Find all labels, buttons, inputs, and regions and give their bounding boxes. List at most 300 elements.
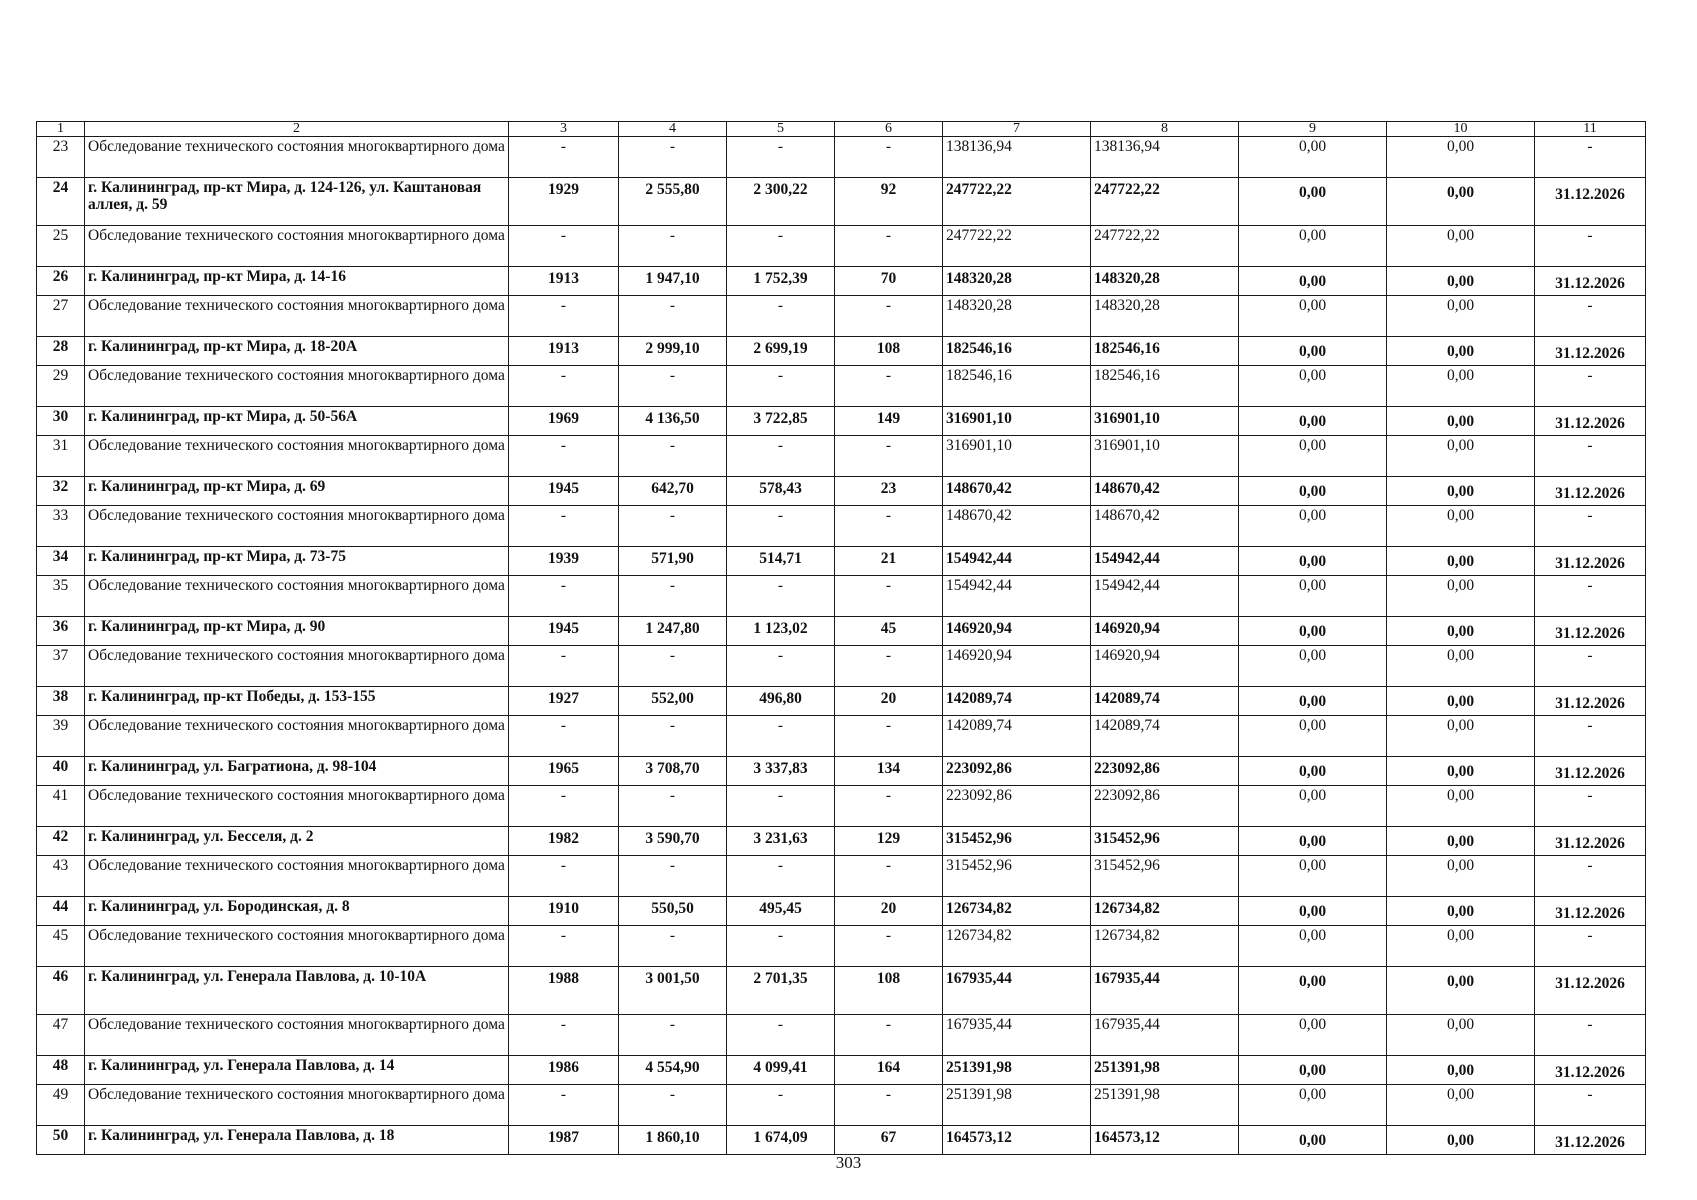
address-row — [37, 1056, 1646, 1085]
col-7-value: 167935,44 — [943, 967, 1091, 1015]
col-3-value: - — [509, 856, 619, 897]
col-6-value: 20 — [835, 897, 943, 926]
col-6-value: 108 — [835, 337, 943, 366]
col-4-value: 3 590,70 — [619, 827, 727, 856]
col-3-value: - — [509, 137, 619, 178]
col-5-value: - — [727, 506, 835, 547]
col-10-value: 0,00 — [1387, 267, 1535, 296]
work-row — [37, 1015, 1646, 1056]
col-7-value: 126734,82 — [943, 926, 1091, 967]
row-number: 39 — [37, 716, 85, 757]
object-name: Обследование технического состояния многоквартирного дома — [85, 926, 509, 967]
col-3-value: 1929 — [509, 178, 619, 226]
col-9-value: 0,00 — [1239, 296, 1387, 337]
col-3-value: 1987 — [509, 1126, 619, 1155]
col-7-value: 164573,12 — [943, 1126, 1091, 1155]
col-9-value: 0,00 — [1239, 436, 1387, 477]
col-9-value: 0,00 — [1239, 337, 1387, 366]
col-8-value: 154942,44 — [1091, 547, 1239, 576]
col-8-value: 167935,44 — [1091, 967, 1239, 1015]
col-9-value: 0,00 — [1239, 757, 1387, 786]
col-4-value: - — [619, 856, 727, 897]
col-7-value: 247722,22 — [943, 226, 1091, 267]
col-9-value: 0,00 — [1239, 137, 1387, 178]
row-number: 30 — [37, 407, 85, 436]
col-3-value: - — [509, 436, 619, 477]
header-cell: 10 — [1387, 122, 1535, 137]
col-10-value: 0,00 — [1387, 827, 1535, 856]
col-6-value: 134 — [835, 757, 943, 786]
address-row — [37, 477, 1646, 506]
col-7-value: 223092,86 — [943, 786, 1091, 827]
col-4-value: - — [619, 576, 727, 617]
col-11-value: - — [1535, 786, 1646, 827]
row-number: 33 — [37, 506, 85, 547]
address-row — [37, 547, 1646, 576]
col-6-value: - — [835, 296, 943, 337]
col-8-value: 148320,28 — [1091, 267, 1239, 296]
col-9-value: 0,00 — [1239, 897, 1387, 926]
col-11-value: - — [1535, 226, 1646, 267]
col-8-value: 148670,42 — [1091, 477, 1239, 506]
col-9-value: 0,00 — [1239, 366, 1387, 407]
col-7-value: 142089,74 — [943, 687, 1091, 716]
address-row — [37, 407, 1646, 436]
col-9-value: 0,00 — [1239, 617, 1387, 646]
col-6-value: - — [835, 226, 943, 267]
col-9-value: 0,00 — [1239, 716, 1387, 757]
col-10-value: 0,00 — [1387, 547, 1535, 576]
row-number: 34 — [37, 547, 85, 576]
col-11-value: 31.12.2026 — [1535, 477, 1646, 506]
work-row — [37, 296, 1646, 337]
col-5-value: - — [727, 1015, 835, 1056]
col-6-value: 108 — [835, 967, 943, 1015]
object-name: Обследование технического состояния многоквартирного дома — [85, 137, 509, 178]
col-4-value: - — [619, 296, 727, 337]
col-6-value: 149 — [835, 407, 943, 436]
col-6-value: - — [835, 926, 943, 967]
col-5-value: - — [727, 226, 835, 267]
work-row — [37, 576, 1646, 617]
col-7-value: 316901,10 — [943, 436, 1091, 477]
col-4-value: 550,50 — [619, 897, 727, 926]
col-6-value: 70 — [835, 267, 943, 296]
row-number: 41 — [37, 786, 85, 827]
col-8-value: 126734,82 — [1091, 926, 1239, 967]
col-4-value: 1 247,80 — [619, 617, 727, 646]
row-number: 26 — [37, 267, 85, 296]
address-row — [37, 178, 1646, 226]
col-5-value: 2 300,22 — [727, 178, 835, 226]
row-number: 46 — [37, 967, 85, 1015]
object-name: Обследование технического состояния многоквартирного дома — [85, 786, 509, 827]
data-table — [36, 121, 1646, 1155]
col-3-value: - — [509, 646, 619, 687]
col-10-value: 0,00 — [1387, 1085, 1535, 1126]
col-9-value: 0,00 — [1239, 926, 1387, 967]
col-3-value: 1965 — [509, 757, 619, 786]
col-6-value: 20 — [835, 687, 943, 716]
row-number: 49 — [37, 1085, 85, 1126]
col-6-value: - — [835, 366, 943, 407]
object-name: Обследование технического состояния многоквартирного дома — [85, 1015, 509, 1056]
col-4-value: 1 860,10 — [619, 1126, 727, 1155]
object-name: г. Калининград, ул. Генерала Павлова, д. 14 — [85, 1056, 509, 1085]
col-5-value: - — [727, 786, 835, 827]
col-4-value: 3 708,70 — [619, 757, 727, 786]
col-3-value: - — [509, 1085, 619, 1126]
object-name: г. Калининград, пр-кт Мира, д. 90 — [85, 617, 509, 646]
col-8-value: 223092,86 — [1091, 757, 1239, 786]
row-number: 43 — [37, 856, 85, 897]
col-11-value: - — [1535, 1085, 1646, 1126]
col-4-value: 2 555,80 — [619, 178, 727, 226]
col-4-value: - — [619, 366, 727, 407]
col-6-value: 67 — [835, 1126, 943, 1155]
col-8-value: 315452,96 — [1091, 856, 1239, 897]
col-9-value: 0,00 — [1239, 267, 1387, 296]
col-11-value: 31.12.2026 — [1535, 687, 1646, 716]
col-5-value: 1 752,39 — [727, 267, 835, 296]
col-5-value: 3 337,83 — [727, 757, 835, 786]
col-3-value: 1913 — [509, 337, 619, 366]
work-row — [37, 716, 1646, 757]
row-number: 36 — [37, 617, 85, 646]
col-6-value: - — [835, 1085, 943, 1126]
col-11-value: 31.12.2026 — [1535, 1056, 1646, 1085]
col-6-value: - — [835, 137, 943, 178]
col-10-value: 0,00 — [1387, 786, 1535, 827]
col-5-value: - — [727, 926, 835, 967]
col-4-value: - — [619, 1015, 727, 1056]
col-4-value: 4 136,50 — [619, 407, 727, 436]
col-7-value: 148670,42 — [943, 477, 1091, 506]
col-10-value: 0,00 — [1387, 436, 1535, 477]
col-11-value: 31.12.2026 — [1535, 1126, 1646, 1155]
col-4-value: 571,90 — [619, 547, 727, 576]
col-3-value: 1982 — [509, 827, 619, 856]
col-8-value: 154942,44 — [1091, 576, 1239, 617]
col-7-value: 146920,94 — [943, 617, 1091, 646]
col-8-value: 164573,12 — [1091, 1126, 1239, 1155]
object-name: г. Калининград, пр-кт Мира, д. 124-126, ул. Каштановая аллея, д. 59 — [85, 178, 509, 226]
object-name: г. Калининград, пр-кт Мира, д. 50-56А — [85, 407, 509, 436]
col-5-value: 1 123,02 — [727, 617, 835, 646]
col-7-value: 148320,28 — [943, 296, 1091, 337]
col-10-value: 0,00 — [1387, 296, 1535, 337]
col-3-value: 1910 — [509, 897, 619, 926]
col-7-value: 316901,10 — [943, 407, 1091, 436]
col-11-value: - — [1535, 576, 1646, 617]
col-11-value: 31.12.2026 — [1535, 407, 1646, 436]
col-10-value: 0,00 — [1387, 687, 1535, 716]
col-3-value: 1945 — [509, 477, 619, 506]
row-number: 28 — [37, 337, 85, 366]
col-8-value: 182546,16 — [1091, 337, 1239, 366]
col-8-value: 167935,44 — [1091, 1015, 1239, 1056]
col-7-value: 148320,28 — [943, 267, 1091, 296]
col-11-value: - — [1535, 366, 1646, 407]
header-cell: 11 — [1535, 122, 1646, 137]
col-3-value: 1945 — [509, 617, 619, 646]
col-9-value: 0,00 — [1239, 827, 1387, 856]
col-11-value: - — [1535, 646, 1646, 687]
col-4-value: 1 947,10 — [619, 267, 727, 296]
col-9-value: 0,00 — [1239, 547, 1387, 576]
col-9-value: 0,00 — [1239, 786, 1387, 827]
col-8-value: 251391,98 — [1091, 1056, 1239, 1085]
row-number: 32 — [37, 477, 85, 506]
col-8-value: 316901,10 — [1091, 436, 1239, 477]
col-9-value: 0,00 — [1239, 506, 1387, 547]
col-5-value: 578,43 — [727, 477, 835, 506]
col-8-value: 148670,42 — [1091, 506, 1239, 547]
col-8-value: 315452,96 — [1091, 827, 1239, 856]
col-10-value: 0,00 — [1387, 617, 1535, 646]
row-number: 35 — [37, 576, 85, 617]
col-3-value: - — [509, 786, 619, 827]
object-name: г. Калининград, пр-кт Мира, д. 73-75 — [85, 547, 509, 576]
col-7-value: 138136,94 — [943, 137, 1091, 178]
col-11-value: - — [1535, 926, 1646, 967]
col-5-value: - — [727, 366, 835, 407]
col-7-value: 182546,16 — [943, 366, 1091, 407]
col-11-value: - — [1535, 716, 1646, 757]
row-number: 23 — [37, 137, 85, 178]
col-5-value: 3 722,85 — [727, 407, 835, 436]
object-name: г. Калининград, ул. Генерала Павлова, д. 18 — [85, 1126, 509, 1155]
col-8-value: 316901,10 — [1091, 407, 1239, 436]
col-11-value: - — [1535, 436, 1646, 477]
col-6-value: - — [835, 506, 943, 547]
work-row — [37, 646, 1646, 687]
header-cell: 2 — [85, 122, 509, 137]
col-11-value: - — [1535, 137, 1646, 178]
col-10-value: 0,00 — [1387, 757, 1535, 786]
col-3-value: 1988 — [509, 967, 619, 1015]
col-5-value: - — [727, 576, 835, 617]
col-10-value: 0,00 — [1387, 407, 1535, 436]
header-cell: 4 — [619, 122, 727, 137]
object-name: г. Калининград, ул. Генерала Павлова, д. 10-10А — [85, 967, 509, 1015]
work-row — [37, 926, 1646, 967]
col-10-value: 0,00 — [1387, 967, 1535, 1015]
col-8-value: 142089,74 — [1091, 716, 1239, 757]
object-name: г. Калининград, ул. Бесселя, д. 2 — [85, 827, 509, 856]
col-7-value: 126734,82 — [943, 897, 1091, 926]
object-name: Обследование технического состояния многоквартирного дома — [85, 296, 509, 337]
col-10-value: 0,00 — [1387, 366, 1535, 407]
col-11-value: 31.12.2026 — [1535, 547, 1646, 576]
col-8-value: 138136,94 — [1091, 137, 1239, 178]
col-6-value: 21 — [835, 547, 943, 576]
col-9-value: 0,00 — [1239, 1085, 1387, 1126]
col-4-value: - — [619, 716, 727, 757]
col-3-value: - — [509, 926, 619, 967]
col-3-value: 1939 — [509, 547, 619, 576]
col-9-value: 0,00 — [1239, 226, 1387, 267]
col-8-value: 126734,82 — [1091, 897, 1239, 926]
header-cell: 8 — [1091, 122, 1239, 137]
col-4-value: - — [619, 137, 727, 178]
col-11-value: 31.12.2026 — [1535, 337, 1646, 366]
col-7-value: 247722,22 — [943, 178, 1091, 226]
col-6-value: 92 — [835, 178, 943, 226]
header-cell: 9 — [1239, 122, 1387, 137]
col-9-value: 0,00 — [1239, 477, 1387, 506]
address-row — [37, 687, 1646, 716]
col-7-value: 182546,16 — [943, 337, 1091, 366]
col-4-value: - — [619, 506, 727, 547]
col-11-value: 31.12.2026 — [1535, 757, 1646, 786]
col-10-value: 0,00 — [1387, 178, 1535, 226]
row-number: 37 — [37, 646, 85, 687]
col-8-value: 146920,94 — [1091, 617, 1239, 646]
col-6-value: - — [835, 716, 943, 757]
col-10-value: 0,00 — [1387, 1056, 1535, 1085]
object-name: Обследование технического состояния многоквартирного дома — [85, 436, 509, 477]
object-name: Обследование технического состояния многоквартирного дома — [85, 366, 509, 407]
col-3-value: 1986 — [509, 1056, 619, 1085]
work-row — [37, 366, 1646, 407]
work-row — [37, 137, 1646, 178]
address-row — [37, 967, 1646, 1015]
address-row — [37, 757, 1646, 786]
row-number: 44 — [37, 897, 85, 926]
col-3-value: - — [509, 506, 619, 547]
col-5-value: - — [727, 1085, 835, 1126]
col-4-value: - — [619, 926, 727, 967]
object-name: Обследование технического состояния многоквартирного дома — [85, 226, 509, 267]
address-row — [37, 1126, 1646, 1155]
col-9-value: 0,00 — [1239, 178, 1387, 226]
row-number: 25 — [37, 226, 85, 267]
col-4-value: 2 999,10 — [619, 337, 727, 366]
col-7-value: 167935,44 — [943, 1015, 1091, 1056]
address-row — [37, 897, 1646, 926]
object-name: г. Калининград, пр-кт Мира, д. 69 — [85, 477, 509, 506]
col-8-value: 148320,28 — [1091, 296, 1239, 337]
object-name: г. Калининград, пр-кт Победы, д. 153-155 — [85, 687, 509, 716]
object-name: Обследование технического состояния многоквартирного дома — [85, 506, 509, 547]
column-number-header — [37, 122, 1646, 137]
object-name: г. Калининград, ул. Бородинская, д. 8 — [85, 897, 509, 926]
col-4-value: - — [619, 786, 727, 827]
col-11-value: - — [1535, 506, 1646, 547]
col-3-value: - — [509, 716, 619, 757]
col-7-value: 146920,94 — [943, 646, 1091, 687]
object-name: г. Калининград, пр-кт Мира, д. 14-16 — [85, 267, 509, 296]
work-row — [37, 506, 1646, 547]
col-10-value: 0,00 — [1387, 1015, 1535, 1056]
col-3-value: - — [509, 576, 619, 617]
col-9-value: 0,00 — [1239, 1056, 1387, 1085]
work-row — [37, 436, 1646, 477]
col-7-value: 142089,74 — [943, 716, 1091, 757]
object-name: г. Калининград, ул. Багратиона, д. 98-104 — [85, 757, 509, 786]
row-number: 50 — [37, 1126, 85, 1155]
col-8-value: 251391,98 — [1091, 1085, 1239, 1126]
address-row — [37, 267, 1646, 296]
col-8-value: 146920,94 — [1091, 646, 1239, 687]
col-9-value: 0,00 — [1239, 576, 1387, 617]
col-5-value: 495,45 — [727, 897, 835, 926]
object-name: Обследование технического состояния многоквартирного дома — [85, 646, 509, 687]
col-9-value: 0,00 — [1239, 407, 1387, 436]
col-4-value: 552,00 — [619, 687, 727, 716]
col-5-value: 2 701,35 — [727, 967, 835, 1015]
col-10-value: 0,00 — [1387, 716, 1535, 757]
address-row — [37, 337, 1646, 366]
col-10-value: 0,00 — [1387, 477, 1535, 506]
col-8-value: 182546,16 — [1091, 366, 1239, 407]
col-7-value: 251391,98 — [943, 1085, 1091, 1126]
col-7-value: 154942,44 — [943, 547, 1091, 576]
col-4-value: 4 554,90 — [619, 1056, 727, 1085]
col-10-value: 0,00 — [1387, 226, 1535, 267]
row-number: 40 — [37, 757, 85, 786]
col-10-value: 0,00 — [1387, 576, 1535, 617]
col-6-value: - — [835, 856, 943, 897]
col-7-value: 148670,42 — [943, 506, 1091, 547]
object-name: Обследование технического состояния многоквартирного дома — [85, 716, 509, 757]
col-10-value: 0,00 — [1387, 1126, 1535, 1155]
row-number: 47 — [37, 1015, 85, 1056]
col-11-value: 31.12.2026 — [1535, 967, 1646, 1015]
col-5-value: 3 231,63 — [727, 827, 835, 856]
work-row — [37, 226, 1646, 267]
col-11-value: - — [1535, 1015, 1646, 1056]
col-3-value: 1913 — [509, 267, 619, 296]
col-3-value: 1927 — [509, 687, 619, 716]
row-number: 48 — [37, 1056, 85, 1085]
col-11-value: 31.12.2026 — [1535, 178, 1646, 226]
col-11-value: - — [1535, 296, 1646, 337]
col-8-value: 142089,74 — [1091, 687, 1239, 716]
row-number: 45 — [37, 926, 85, 967]
col-8-value: 247722,22 — [1091, 178, 1239, 226]
col-5-value: - — [727, 137, 835, 178]
object-name: Обследование технического состояния многоквартирного дома — [85, 576, 509, 617]
col-5-value: 2 699,19 — [727, 337, 835, 366]
col-7-value: 315452,96 — [943, 827, 1091, 856]
col-7-value: 251391,98 — [943, 1056, 1091, 1085]
col-3-value: - — [509, 296, 619, 337]
col-11-value: 31.12.2026 — [1535, 897, 1646, 926]
col-3-value: - — [509, 366, 619, 407]
address-row — [37, 617, 1646, 646]
col-5-value: 514,71 — [727, 547, 835, 576]
col-5-value: 1 674,09 — [727, 1126, 835, 1155]
col-9-value: 0,00 — [1239, 1015, 1387, 1056]
col-10-value: 0,00 — [1387, 856, 1535, 897]
object-name: г. Калининград, пр-кт Мира, д. 18-20А — [85, 337, 509, 366]
col-4-value: - — [619, 646, 727, 687]
row-number: 29 — [37, 366, 85, 407]
col-10-value: 0,00 — [1387, 646, 1535, 687]
col-5-value: 496,80 — [727, 687, 835, 716]
page-number: 303 — [835, 1153, 862, 1172]
col-11-value: 31.12.2026 — [1535, 827, 1646, 856]
col-4-value: - — [619, 1085, 727, 1126]
col-5-value: - — [727, 436, 835, 477]
col-10-value: 0,00 — [1387, 506, 1535, 547]
col-3-value: 1969 — [509, 407, 619, 436]
col-3-value: - — [509, 226, 619, 267]
header-cell: 3 — [509, 122, 619, 137]
address-row — [37, 827, 1646, 856]
